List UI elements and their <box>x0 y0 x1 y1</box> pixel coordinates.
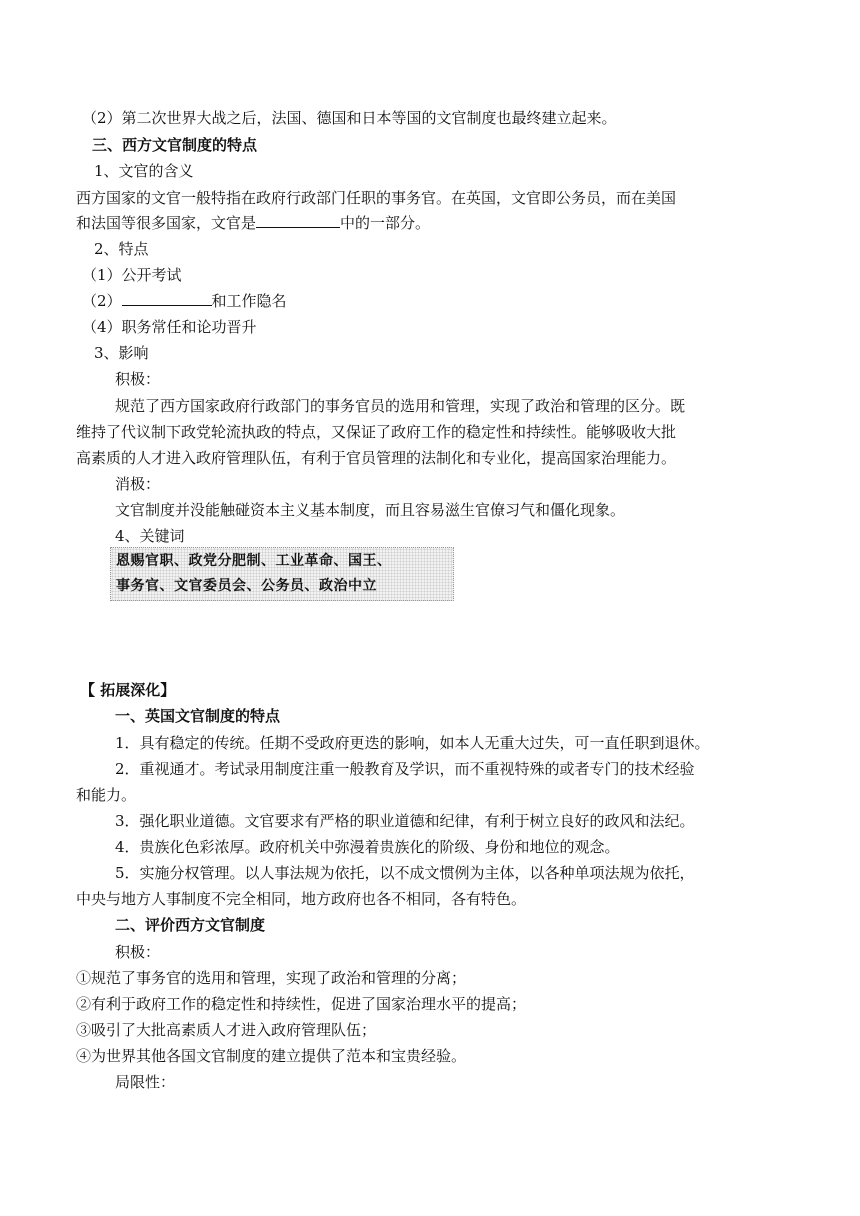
text-line-with-blank <box>76 213 430 233</box>
list-item: （4）职务常任和论功晋升 <box>82 318 257 336</box>
list-item: 1．具有稳定的传统。任期不受政府更迭的影响，如本人无重大过失，可一直任职到退休。 <box>115 734 710 752</box>
subheading: 1、文官的含义 <box>94 162 194 180</box>
text-line: 规范了西方国家政府行政部门的事务官员的选用和管理，实现了政治和管理的区分。既 <box>115 397 686 415</box>
label: 积极： <box>115 370 161 388</box>
text-line: 高素质的人才进入政府管理队伍，有利于官员管理的法制化和专业化，提高国家治理能力。 <box>76 449 677 467</box>
text-line: 维持了代议制下政党轮流执政的特点，又保证了政府工作的稳定性和持续性。能够吸收大批 <box>76 423 677 441</box>
list-item: （1）公开考试 <box>82 266 182 284</box>
list-item: 5．实施分权管理。以人事法规为依托，以不成文惯例为主体，以各种单项法规为依托， <box>115 864 695 882</box>
section-heading: 二、评价西方文官制度 <box>115 916 266 934</box>
section-title: 【 拓展深化】 <box>80 681 176 699</box>
list-item-with-blank <box>82 291 287 311</box>
list-item: ③吸引了大批高素质人才进入政府管理队伍； <box>76 1021 377 1039</box>
list-item: 2．重视通才。考试录用制度注重一般教育及学识，而不重视特殊的或者专门的技术经验 <box>115 760 695 778</box>
text-fragment: 中的一部分。 <box>340 214 431 232</box>
text-line: 中央与地方人事制度不完全相同，地方政府也各不相同，各有特色。 <box>76 890 527 908</box>
label: 消极： <box>115 475 161 493</box>
text-line: 西方国家的文官一般特指在政府行政部门任职的事务官。在英国，文官即公务员，而在美国 <box>76 189 677 207</box>
list-item: 3．强化职业道德。文官要求有严格的职业道德和纪律，有利于树立良好的政风和法纪。 <box>115 812 695 830</box>
section-heading: 三、西方文官制度的特点 <box>92 136 258 154</box>
text-fragment: 和法国等很多国家，文官是 <box>76 214 257 232</box>
label: 积极： <box>115 943 161 961</box>
subheading: 2、特点 <box>94 240 149 258</box>
text-line: 和能力。 <box>76 786 137 804</box>
text-line: 文官制度并没能触碰资本主义基本制度，而且容易滋生官僚习气和僵化现象。 <box>115 501 626 519</box>
subheading: 3、影响 <box>94 344 149 362</box>
fill-blank <box>122 291 212 306</box>
list-item: ②有利于政府工作的稳定性和持续性，促进了国家治理水平的提高； <box>76 995 527 1013</box>
text-fragment: （2） <box>82 292 122 310</box>
list-item: 4．贵族化色彩浓厚。政府机关中弥漫着贵族化的阶级、身份和地位的观念。 <box>115 838 620 856</box>
keywords-line: 恩赐官职、政党分肥制、工业革命、国王、 <box>116 553 392 569</box>
subheading: 4、关键词 <box>115 527 185 545</box>
keywords-line: 事务官、文官委员会、公务员、政治中立 <box>116 578 377 594</box>
label: 局限性： <box>115 1073 176 1091</box>
text-line: （2）第二次世界大战之后，法国、德国和日本等国的文官制度也最终建立起来。 <box>82 109 617 127</box>
section-heading: 一、英国文官制度的特点 <box>115 707 281 725</box>
list-item: ①规范了事务官的选用和管理，实现了政治和管理的分离； <box>76 969 467 987</box>
fill-blank <box>256 213 340 228</box>
text-fragment: 和工作隐名 <box>211 292 287 310</box>
list-item: ④为世界其他各国文官制度的建立提供了范本和宝贵经验。 <box>76 1047 467 1065</box>
keywords-box <box>110 547 454 601</box>
